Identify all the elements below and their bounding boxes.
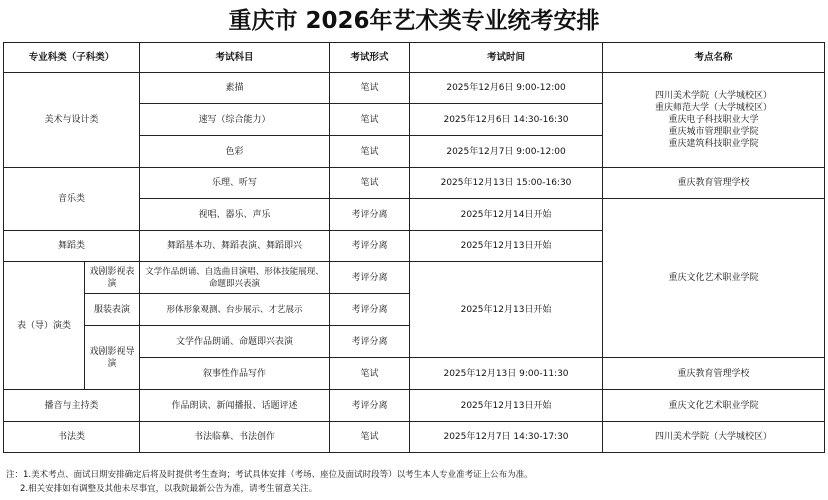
footnotes [6,468,824,496]
page-title: 重庆市 2026年艺术类专业统考安排 [228,8,600,34]
table-header-row [4,43,825,73]
time-cell: 2025年12月13日开始 [410,262,603,358]
subject-cell: 文学作品朗诵、自选曲目演唱、形体技能展现、命题即兴表演 [140,262,330,294]
form-cell: 笔试 [330,422,410,453]
venue-line: 重庆城市管理职业学院 [668,127,759,137]
time-cell: 2025年12月6日 14:30-16:30 [410,104,603,136]
venue-line: 四川美术学院（大学城校区） [655,91,773,101]
form-cell: 考评分离 [330,294,410,326]
table-row [4,168,825,199]
table-row [4,73,825,104]
header-venue: 考点名称 [603,43,825,73]
header-category: 专业科类（子科类） [4,43,140,73]
subject-cell: 视唱、器乐、声乐 [140,199,330,231]
time-cell: 2025年12月7日 9:00-12:00 [410,136,603,168]
table-row [4,390,825,422]
subject-cell: 舞蹈基本功、舞蹈表演、舞蹈即兴 [140,231,330,262]
category-art: 美术与设计类 [4,73,140,168]
subject-cell: 文学作品朗诵、命题即兴表演 [140,326,330,358]
venue-culture: 重庆文化艺术职业学院 [603,199,825,358]
time-cell: 2025年12月7日 14:30-17:30 [410,422,603,453]
subject-cell: 乐理、听写 [140,168,330,199]
venue-cell: 重庆教育管理学校 [603,168,825,199]
time-cell: 2025年12月13日开始 [410,390,603,422]
category-perform: 表（导）演类 [4,262,85,390]
category-music: 音乐类 [4,168,140,231]
time-cell: 2025年12月13日 9:00-11:30 [410,358,603,390]
venue-art [603,73,825,168]
time-cell: 2025年12月14日开始 [410,199,603,231]
subject-cell: 速写（综合能力） [140,104,330,136]
venue-cell: 四川美术学院（大学城校区） [603,422,825,453]
time-cell: 2025年12月13日 15:00-16:30 [410,168,603,199]
venue-line: 重庆建筑科技职业学院 [668,139,759,149]
subject-cell: 素描 [140,73,330,104]
form-cell: 笔试 [330,168,410,199]
footnote-2: 2.相关安排如有调整及其他未尽事宜，以我院最新公告为准，请考生留意关注。 [20,484,318,494]
venue-cell: 重庆教育管理学校 [603,358,825,390]
table-row [4,422,825,453]
header-form: 考试形式 [330,43,410,73]
form-cell: 笔试 [330,136,410,168]
venue-line: 重庆电子科技职业大学 [668,115,759,125]
form-cell: 笔试 [330,73,410,104]
time-cell: 2025年12月13日开始 [410,231,603,262]
footnote-1: 注：1.美术考点、面试日期安排确定后将及时提供考生查询；考试具体安排（考场、座位及面试时段等）以考生本人专业准考证上公布为准。 [6,470,533,480]
subcategory-drama2: 戏剧影视导演 [85,326,140,390]
subject-cell: 书法临摹、书法创作 [140,422,330,453]
form-cell: 考评分离 [330,231,410,262]
category-broadcast: 播音与主持类 [4,390,140,422]
form-cell: 考评分离 [330,199,410,231]
category-dance: 舞蹈类 [4,231,140,262]
subject-cell: 色彩 [140,136,330,168]
time-cell: 2025年12月6日 9:00-12:00 [410,73,603,104]
exam-schedule-table [3,42,825,453]
header-time: 考试时间 [410,43,603,73]
subject-cell: 作品朗读、新闻播报、话题评述 [140,390,330,422]
form-cell: 考评分离 [330,390,410,422]
venue-line: 重庆师范大学（大学城校区） [655,103,773,113]
venue-cell: 重庆文化艺术职业学院 [603,390,825,422]
form-cell: 考评分离 [330,326,410,358]
form-cell: 笔试 [330,104,410,136]
form-cell: 考评分离 [330,262,410,294]
category-calligraphy: 书法类 [4,422,140,453]
subcategory-drama1: 戏剧影视表演 [85,262,140,294]
subcategory-costume: 服装表演 [85,294,140,326]
header-subject: 考试科目 [140,43,330,73]
subject-cell: 叙事性作品写作 [140,358,330,390]
subject-cell: 形体形象观测、台步展示、才艺展示 [140,294,330,326]
form-cell: 笔试 [330,358,410,390]
